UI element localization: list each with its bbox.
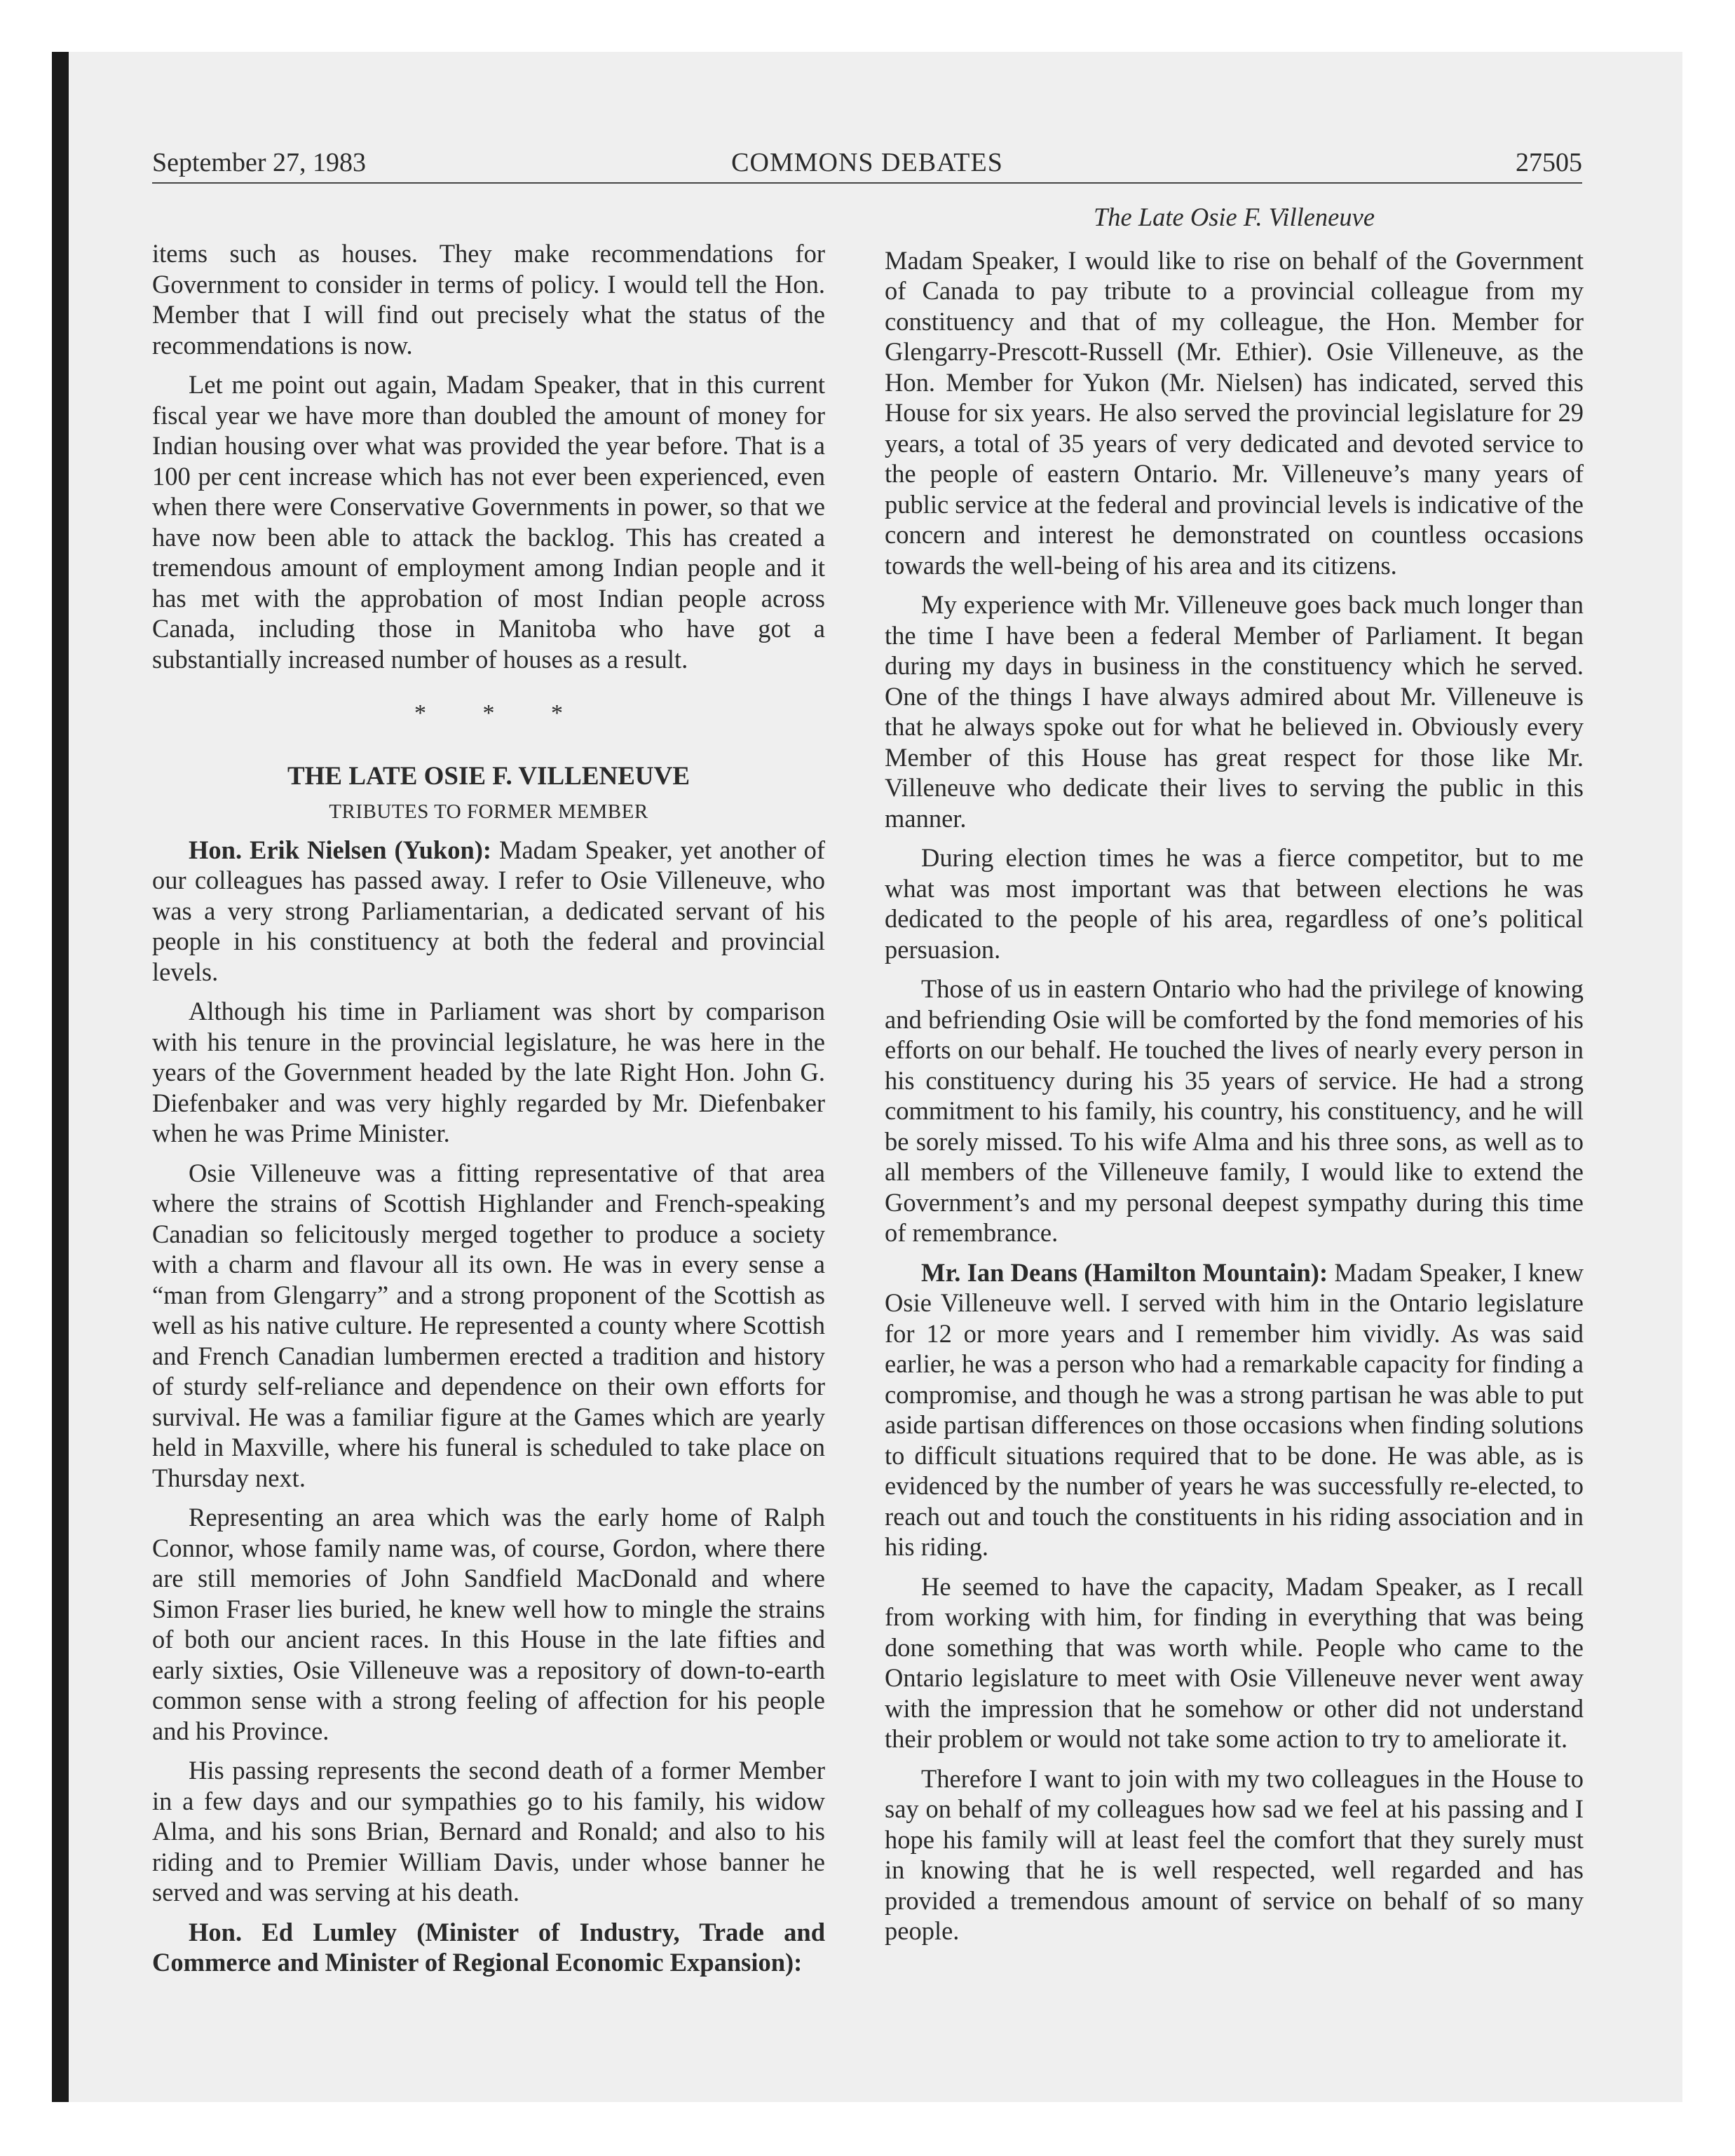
section-separator: * * * (414, 700, 588, 726)
paragraph: Therefore I want to join with my two colleagues in the House to say on behalf of my colleagues how sad we feel at his passing and I hope his family will at least feel the comfort that they surely must in knowing that he is well respected, well regarded and has provided a tremendous amount of service on behalf of so many people. (885, 1763, 1584, 1945)
paragraph: During election times he was a fierce competitor, but to me what was most important was that between elections he was dedicated to the people of his area, regardless of one’s political persuasion. (885, 843, 1584, 964)
speech-paragraph (152, 835, 825, 988)
section-subtitle: TRIBUTES TO FORMER MEMBER (329, 800, 648, 823)
right-column (885, 202, 1584, 1956)
speech-text: Madam Speaker, I knew Osie Villeneuve well. I served with him in the Ontario legislature for 12 or more years and I remember him vividly. As was said earlier, he was a person who had a remarkable capacity for finding a compromise, and though he was a strong partisan he was able to put aside partisan differences on those occasions when finding solutions to difficult situations required that to be done. He was able, as is evidenced by the number of years he was successfully re-elected, to reach out and touch the constituents in his riding association and in his riding. (885, 1257, 1584, 1561)
header-publication-title: COMMONS DEBATES (731, 148, 1003, 177)
header-date: September 27, 1983 (152, 148, 367, 177)
paragraph: Those of us in eastern Ontario who had the privilege of knowing and befriending Osie will be comforted by the fond memories of his efforts on our behalf. He touched the lives of nearly every person in his constituency during his 35 years of service. He had a strong commitment to his family, his country, his constituency, and he will be sorely missed. To his wife Alma and his three sons, as well as to all members of the Villeneuve family, I would like to extend the Government’s and my personal deepest sympathy during this time of remembrance. (885, 974, 1584, 1247)
section-title: THE LATE OSIE F. VILLENEUVE (287, 761, 690, 791)
left-column (152, 238, 825, 1987)
page-binding-edge (52, 52, 69, 2102)
speech-text: Madam Speaker, yet another of our colleagues has passed away. I refer to Osie Villeneuve, who was a very strong Parliamentarian, a dedicated servant of his people in his constituency at both the federal and provincial levels. (152, 835, 825, 986)
paragraph: items such as houses. They make recommendations for Government to consider in terms of policy. I would tell the Hon. Member that I will find out precisely what the status of the recommendations is now. (152, 239, 825, 360)
speech-paragraph (152, 1917, 825, 1978)
speaker-name: Mr. Ian Deans (Hamilton Mountain): (921, 1257, 1328, 1287)
paragraph: His passing represents the second death of a former Member in a few days and our sympathies go to his family, his widow Alma, and his sons Brian, Bernard and Ronald; and also to his riding and to Premier William Davis, under whose banner he served and was serving at his death. (152, 1756, 825, 1906)
paragraph: Madam Speaker, I would like to rise on behalf of the Government of Canada to pay tribute to a provincial colleague from my constituency and that of my colleague, the Hon. Member for Glengarry-Prescott-Russell (Mr. Ethier). Osie Villeneuve, as the Hon. Member for Yukon (Mr. Nielsen) has indicated, served this House for six years. He also served the provincial legislature for 29 years, a total of 35 years of very dedicated and devoted service to the people of eastern Ontario. Mr. Villeneuve’s many years of public service at the federal and provincial levels is indicative of the concern and interest he demonstrated on countless occasions towards the well-being of his area and its citizens. (885, 245, 1584, 580)
speaker-name: Hon. Ed Lumley (Minister of Industry, Trade and Commerce and Minister of Regional Economic Expansion): (152, 1917, 825, 1977)
paragraph: He seemed to have the capacity, Madam Speaker, as I recall from working with him, for finding in everything that was being done something that was worth while. People who came to the Ontario legislature to meet with Osie Villeneuve never went away with the impression that he somehow or other did not understand their problem or would not take some action to try to ameliorate it. (885, 1571, 1584, 1753)
page-header (152, 143, 1582, 184)
speaker-name: Hon. Erik Nielsen (Yukon): (189, 835, 492, 864)
running-subheading: The Late Osie F. Villeneuve (1093, 203, 1375, 231)
paragraph: Let me point out again, Madam Speaker, that in this current fiscal year we have more than doubled the amount of money for Indian housing over what was provided the year before. That is a 100 per cent increase which has not ever been experienced, even when there were Conservative Governments in power, so that we have now been able to attack the backlog. This has created a tremendous amount of employment among Indian people and it has met with the approbation of most Indian people across Canada, including those in Manitoba who have got a substantially increased number of houses as a result. (152, 370, 825, 674)
paragraph: My experience with Mr. Villeneuve goes back much longer than the time I have been a federal Member of Parliament. It began during my days in business in the constituency which he served. One of the things I have always admired about Mr. Villeneuve is that he always spoke out for what he believed in. Obviously every Member of this House has great respect for those like Mr. Villeneuve who dedicate their lives to serving the public in this manner. (885, 590, 1584, 833)
header-page-number: 27505 (1516, 148, 1582, 177)
paragraph: Osie Villeneuve was a fitting representative of that area where the strains of Scottish Highlander and French-speaking Canadian so felicitously merged together to produce a society with a charm and flavour all its own. He was in every sense a “man from Glengarry” and a strong proponent of the Scottish as well as his native culture. He represented a county where Scottish and French Canadian lumbermen erected a tradition and history of sturdy self-reliance and dependence on their own efforts for survival. He was a familiar figure at the Games which are yearly held in Maxville, where his funeral is scheduled to take place on Thursday next. (152, 1158, 825, 1492)
speech-paragraph (885, 1257, 1584, 1562)
paragraph: Although his time in Parliament was short by comparison with his tenure in the provincial legislature, he was here in the years of the Government headed by the late Right Hon. John G. Diefenbaker and was very highly regarded by Mr. Diefenbaker when he was Prime Minister. (152, 997, 825, 1147)
paragraph: Representing an area which was the early home of Ralph Connor, whose family name was, of course, Gordon, where there are still memories of John Sandfield MacDonald and where Simon Fraser lies buried, he knew well how to mingle the strains of both our ancient races. In this House in the late fifties and early sixties, Osie Villeneuve was a repository of down-to-earth common sense with a strong feeling of affection for his people and his Province. (152, 1503, 825, 1745)
